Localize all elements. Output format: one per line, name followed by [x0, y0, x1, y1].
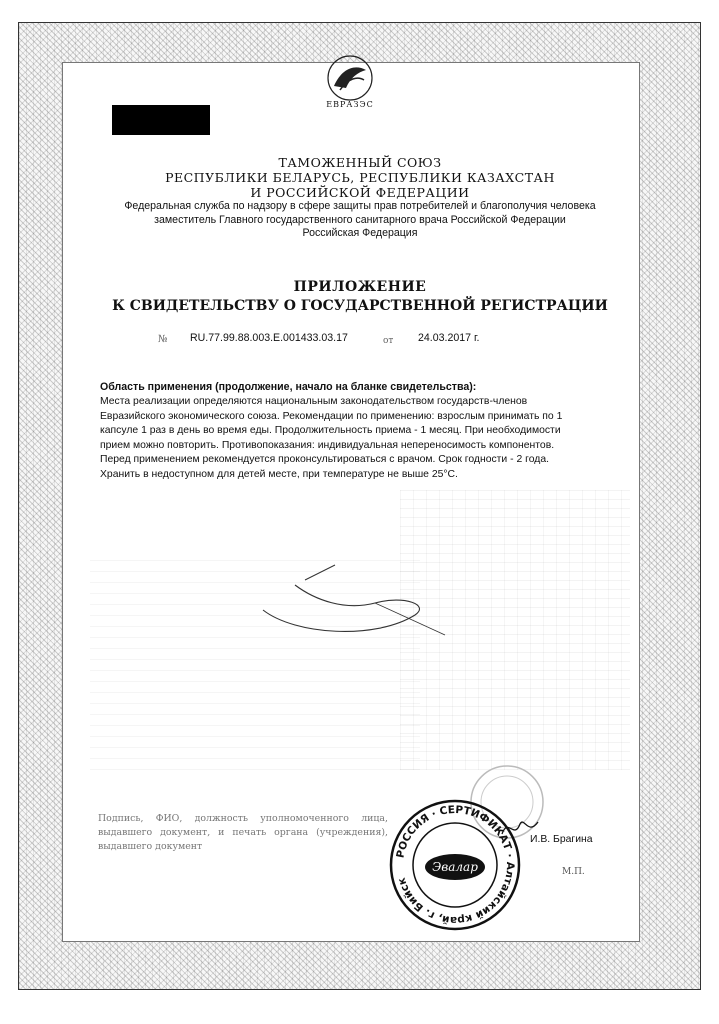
scope-heading: Область применения (продолжение, начало на бланке свидетельства): [100, 381, 477, 393]
signature-field-note: Подпись, ФИО, должность уполномоченного лица, выдавшего документ, и печать органа (учреждения), выдавшего документ [98, 813, 388, 852]
agency-line: Российская Федерация [302, 227, 418, 239]
registration-number-label: № [158, 334, 168, 345]
agency-line: заместитель Главного государственного санитарного врача Российской Федерации [154, 213, 566, 226]
scope-line: Евразийского экономического союза. Рекомендации по применению: взрослым принимать по 1 [100, 410, 563, 422]
registration-date: 24.03.2017 г. [418, 332, 480, 344]
registration-number: RU.77.99.88.003.Е.001433.03.17 [190, 332, 348, 344]
redacted-block [112, 105, 210, 135]
document-title: ПРИЛОЖЕНИЕ [293, 279, 427, 295]
customs-union-header [120, 155, 600, 200]
scope-line: прием можно повторить. Противопоказания: индивидуальная непереносимость компонентов. [100, 439, 555, 451]
emblem-label: ЕВРАЗЭС [326, 100, 374, 109]
seal-center-text: Эвалар [432, 860, 478, 874]
document-subtitle: К СВИДЕТЕЛЬСТВУ О ГОСУДАРСТВЕННОЙ РЕГИСТРАЦИИ [112, 298, 608, 314]
stamp-place-label: М.П. [562, 867, 585, 877]
agency-line: Федеральная служба по надзору в сфере защиты прав потребителей и благополучия человека [124, 200, 596, 212]
seal-ring-text: РОССИЯ · СЕРТИФИКАТ · Алтайский край, г. Бийск [394, 803, 517, 927]
scope-line: капсуле 1 раз в день во время еды. Продолжительность приема - 1 месяц. При необходимости [100, 425, 561, 437]
scope-line: Места реализации определяются национальным законодательством государств-членов [100, 396, 528, 407]
scope-line: Хранить в недоступном для детей месте, при температуре не выше 25°С. [100, 468, 458, 480]
pen-scribble-mark [255, 555, 455, 655]
signatory-name: И.В. Брагина [530, 834, 593, 845]
registration-date-label: от [383, 336, 394, 346]
header-line: И РОССИЙСКОЙ ФЕДЕРАЦИИ [250, 185, 470, 200]
agency-header [95, 200, 625, 241]
scope-line: Перед применением рекомендуется проконсультироваться с врачом. Срок годности - 2 года. [100, 454, 549, 466]
header-line: РЕСПУБЛИКИ БЕЛАРУСЬ, РЕСПУБЛИКИ КАЗАХСТАН [165, 170, 555, 185]
header-line: ТАМОЖЕННЫЙ СОЮЗ [278, 155, 442, 170]
scope-body [100, 395, 600, 483]
